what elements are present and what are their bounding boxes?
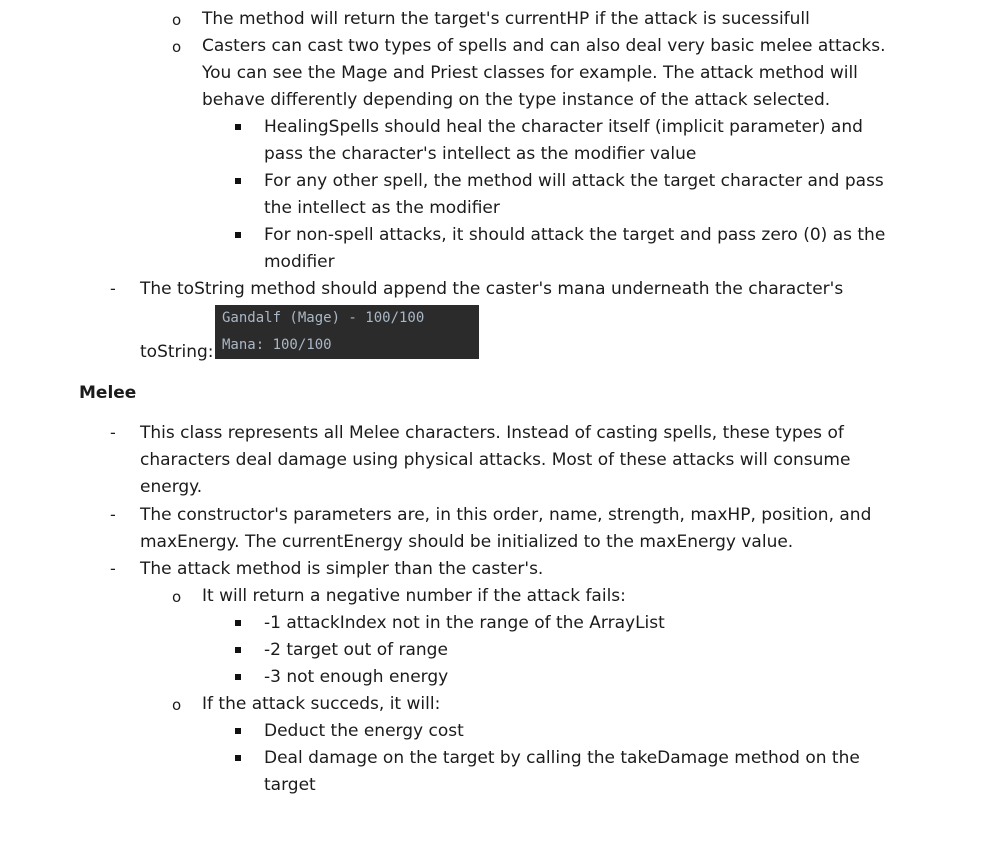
- circle-bullet-icon: o: [172, 588, 182, 606]
- list-item-text: characters deal damage using physical attacks. Most of these attacks will consume: [140, 450, 851, 470]
- list-item-text: energy.: [140, 477, 203, 497]
- dash-bullet-icon: -: [110, 279, 116, 298]
- code-line-1: Gandalf (Mage) - 100/100: [222, 310, 425, 326]
- list-item-text: The toString method should append the caster's mana underneath the character's: [140, 279, 844, 299]
- circle-bullet-icon: o: [172, 11, 182, 29]
- square-bullet-icon: [235, 647, 241, 653]
- list-item-text: For non-spell attacks, it should attack the target and pass zero (0) as the: [264, 225, 886, 245]
- square-bullet-icon: [235, 674, 241, 680]
- list-item-text: You can see the Mage and Priest classes for example. The attack method will: [202, 63, 858, 83]
- dash-bullet-icon: -: [110, 559, 116, 578]
- square-bullet-icon: [235, 232, 241, 238]
- list-item-text: If the attack succeds, it will:: [202, 694, 441, 714]
- list-item-text: The method will return the target's currentHP if the attack is sucessifull: [202, 9, 810, 29]
- list-item-text: HealingSpells should heal the character itself (implicit parameter) and: [264, 117, 863, 137]
- dash-bullet-icon: -: [110, 423, 116, 442]
- list-item-text: maxEnergy. The currentEnergy should be initialized to the maxEnergy value.: [140, 532, 794, 552]
- list-item-text: the intellect as the modifier: [264, 198, 500, 218]
- list-item-text: target: [264, 775, 316, 795]
- list-item-text: -1 attackIndex not in the range of the ArrayList: [264, 613, 665, 633]
- list-item-text: It will return a negative number if the attack fails:: [202, 586, 626, 606]
- list-item-text: behave differently depending on the type instance of the attack selected.: [202, 90, 831, 110]
- circle-bullet-icon: o: [172, 696, 182, 714]
- list-item-text: The constructor's parameters are, in this order, name, strength, maxHP, position, and: [140, 505, 872, 525]
- list-item-text: For any other spell, the method will attack the target character and pass: [264, 171, 884, 191]
- list-item-text: -3 not enough energy: [264, 667, 449, 687]
- square-bullet-icon: [235, 620, 241, 626]
- list-item-text: pass the character's intellect as the modifier value: [264, 144, 697, 164]
- tostring-label: toString:: [140, 342, 214, 362]
- list-item-text: modifier: [264, 252, 335, 272]
- list-item-text: The attack method is simpler than the caster's.: [140, 559, 544, 579]
- square-bullet-icon: [235, 755, 241, 761]
- square-bullet-icon: [235, 728, 241, 734]
- dash-bullet-icon: -: [110, 505, 116, 524]
- code-snippet: [215, 305, 479, 359]
- code-line-2: Mana: 100/100: [222, 337, 332, 353]
- list-item-text: Casters can cast two types of spells and can also deal very basic melee attacks.: [202, 36, 886, 56]
- section-heading-melee: Melee: [79, 383, 137, 403]
- list-item-text: Deduct the energy cost: [264, 721, 464, 741]
- square-bullet-icon: [235, 124, 241, 130]
- list-item-text: Deal damage on the target by calling the takeDamage method on the: [264, 748, 860, 768]
- list-item-text: -2 target out of range: [264, 640, 448, 660]
- circle-bullet-icon: o: [172, 38, 182, 56]
- square-bullet-icon: [235, 178, 241, 184]
- list-item-text: This class represents all Melee characters. Instead of casting spells, these types of: [140, 423, 844, 443]
